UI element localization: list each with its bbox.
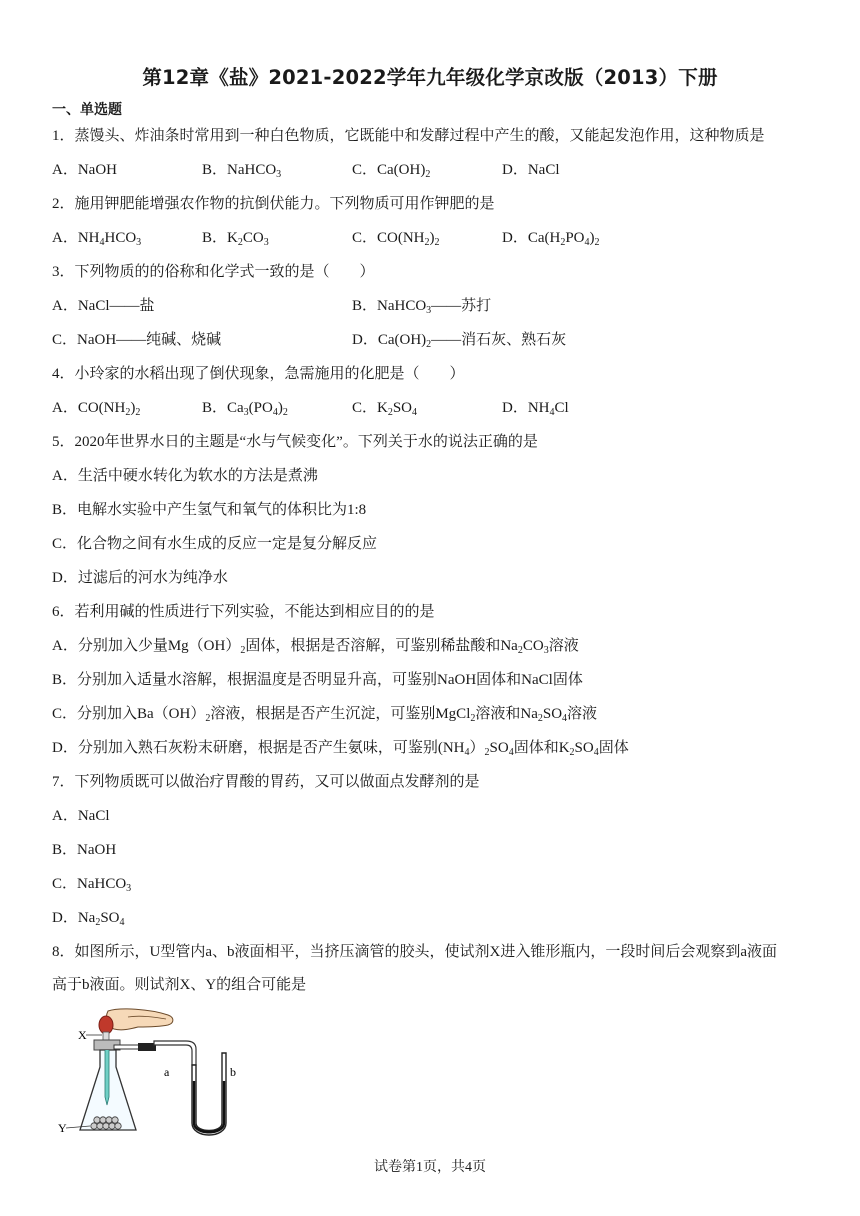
q2-option-c: C．$CO(NH_2)_2$ <box>352 230 440 248</box>
q5-option-b: B．电解水实验中产生氢气和氧气的体积比为1:8 <box>52 502 367 518</box>
question-2-stem: 2．施用钾肥能增强农作物的抗倒伏能力。下列物质可用作钾肥的是 <box>52 196 495 212</box>
u-tube <box>192 1053 226 1135</box>
q5-option-a: A．生活中硬水转化为软水的方法是煮沸 <box>52 468 318 484</box>
page-title: 第12章《盐》2021-2022学年九年级化学京改版（2013）下册 <box>142 66 718 89</box>
connecting-tube <box>154 1041 196 1065</box>
q4-option-b: B．$Ca_3(PO_4)_2$ <box>202 400 288 418</box>
q7-option-c: C．NaHCO$_3$ <box>52 876 132 894</box>
q4-option-c: C．$K_2SO_4$ <box>352 400 418 418</box>
question-6-stem: 6．若利用碱的性质进行下列实验，不能达到相应目的的是 <box>52 604 435 620</box>
q2-option-b: B．$K_2CO_3$ <box>202 230 269 248</box>
q1-option-a: A．NaOH <box>52 162 117 178</box>
q7-option-a: A．NaCl <box>52 808 110 824</box>
label-y: Y <box>58 1121 67 1135</box>
solid-y-beads <box>91 1117 121 1129</box>
q2-option-a: A．$NH_4HCO_3$ <box>52 230 142 248</box>
hand-illustration <box>106 1009 172 1030</box>
question-5-stem: 5．2020年世界水日的主题是“水与气候变化”。下列关于水的说法正确的是 <box>52 434 538 450</box>
page-footer: 试卷第1页，共4页 <box>374 1160 486 1175</box>
label-a: a <box>164 1065 170 1079</box>
q7-option-b: B．NaOH <box>52 842 117 858</box>
q3-option-d: D．$Ca(OH)_2——$消石灰、熟石灰 <box>352 332 567 350</box>
q1-option-d: D．NaCl <box>502 162 560 178</box>
question-7-stem: 7．下列物质既可以做治疗胃酸的胃药，又可以做面点发酵剂的是 <box>52 774 480 790</box>
q6-option-c: C．分别加入$Ba(OH)_2$溶液，根据是否产生沉淀，可鉴别MgCl$_2$溶液和$Na_2SO_4$溶液 <box>52 706 598 724</box>
q3-option-a: A．NaCl——盐 <box>52 298 155 314</box>
section-heading: 一、单选题 <box>52 102 122 118</box>
q6-option-b: B．分别加入适量水溶解，根据温度是否明显升高，可鉴别NaOH固体和NaCl固体 <box>52 672 583 688</box>
q1-option-c: C．$Ca(OH)_2$ <box>352 162 431 180</box>
q5-option-c: C．化合物之间有水生成的反应一定是复分解反应 <box>52 536 378 552</box>
q1-option-b: B．NaHCO$_3$ <box>202 162 282 180</box>
label-b: b <box>230 1065 236 1079</box>
q6-option-a: A．分别加入少量$Mg(OH)_2$固体，根据是否溶解，可鉴别稀盐酸和$Na_2CO_3$溶液 <box>52 638 579 656</box>
q7-option-d: D．$Na_2SO_4$ <box>52 910 125 928</box>
dropper-bulb <box>99 1016 113 1034</box>
q6-option-d: D．分别加入熟石灰粉末研磨，根据是否产生氨味，可鉴别$(NH_4)_2SO_4$固体和$K_2SO_4$固体 <box>52 740 629 758</box>
q3-option-b: B．NaHCO$_3$——苏打 <box>352 298 492 316</box>
q4-option-a: A．$CO(NH_2)_2$ <box>52 400 141 418</box>
question-3-stem: 3．下列物质的的俗称和化学式一致的是（ ） <box>52 264 375 280</box>
label-x: X <box>78 1028 87 1042</box>
question-4-stem: 4．小玲家的水稻出现了倒伏现象，急需施用的化肥是（ ） <box>52 366 465 382</box>
question-8-stem-line2: 高于b液面。则试剂X、Y的组合可能是 <box>52 977 307 993</box>
q5-option-d: D．过滤后的河水为纯净水 <box>52 570 228 586</box>
q3-option-c: C．NaOH——纯碱、烧碱 <box>52 332 222 348</box>
apparatus-figure <box>50 1005 250 1140</box>
question-8-stem-line1: 8．如图所示，U型管内a、b液面相平，当挤压滴管的胶头，使试剂X进入锥形瓶内，一段时间后会观察到a液面 <box>52 944 777 960</box>
q4-option-d: D．$NH_4Cl$ <box>502 400 569 418</box>
question-1-stem: 1．蒸馒头、炸油条时常用到一种白色物质，它既能中和发酵过程中产生的酸，又能起发泡作用，这种物质是 <box>52 128 765 144</box>
q2-option-d: D．$Ca(H_2PO_4)_2$ <box>502 230 600 248</box>
